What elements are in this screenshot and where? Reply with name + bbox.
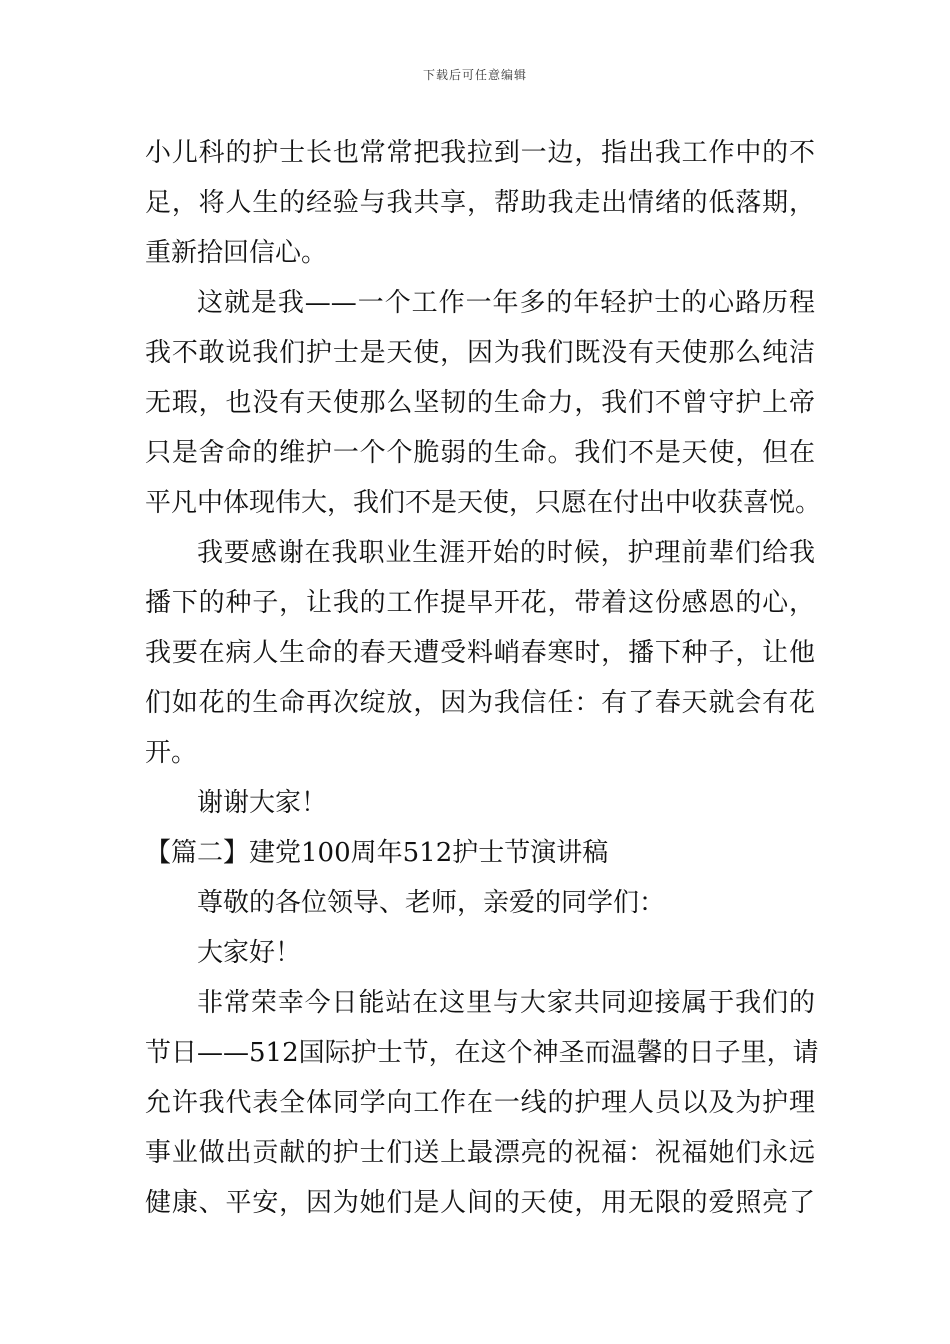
paragraph-line: 无瑕，也没有天使那么坚韧的生命力，我们不曾守护上帝 bbox=[145, 388, 815, 418]
paragraph-line: 只是舍命的维护一个个脆弱的生命。我们不是天使，但在 bbox=[145, 438, 815, 468]
section-heading: 【篇二】建党100周年512护士节演讲稿 bbox=[145, 838, 609, 868]
paragraph-line: 们如花的生命再次绽放，因为我信任：有了春天就会有花 bbox=[145, 688, 815, 718]
paragraph-line: 允许我代表全体同学向工作在一线的护理人员以及为护理 bbox=[145, 1088, 815, 1118]
paragraph-line: 我要在病人生命的春天遭受料峭春寒时，播下种子，让他 bbox=[145, 638, 815, 668]
paragraph-line: 开。 bbox=[145, 738, 198, 768]
paragraph-line: 足，将人生的经验与我共享，帮助我走出情绪的低落期， bbox=[145, 188, 815, 218]
paragraph-line: 节日——512国际护士节，在这个神圣而温馨的日子里，请 bbox=[145, 1038, 819, 1068]
paragraph-line: 谢谢大家！ bbox=[197, 788, 328, 818]
paragraph-line: 健康、平安，因为她们是人间的天使，用无限的爱照亮了 bbox=[145, 1188, 815, 1218]
document-body bbox=[145, 128, 822, 1228]
paragraph-line: 尊敬的各位领导、老师，亲爱的同学们： bbox=[197, 888, 666, 918]
paragraph-line: 小儿科的护士长也常常把我拉到一边，指出我工作中的不 bbox=[145, 138, 815, 168]
paragraph-line: 播下的种子，让我的工作提早开花，带着这份感恩的心， bbox=[145, 588, 815, 618]
page-header-note: 下载后可任意编辑 bbox=[422, 68, 527, 82]
paragraph-line: 非常荣幸今日能站在这里与大家共同迎接属于我们的 bbox=[197, 988, 815, 1018]
paragraph-line: 事业做出贡献的护士们送上最漂亮的祝福：祝福她们永远 bbox=[145, 1138, 815, 1168]
paragraph-line: 我要感谢在我职业生涯开始的时候，护理前辈们给我 bbox=[197, 538, 815, 568]
paragraph-line: 平凡中体现伟大，我们不是天使，只愿在付出中收获喜悦。 bbox=[145, 488, 822, 518]
paragraph-line: 重新拾回信心。 bbox=[145, 238, 328, 268]
paragraph-line: 大家好！ bbox=[197, 938, 302, 968]
paragraph-line: 这就是我——一个工作一年多的年轻护士的心路历程 bbox=[197, 288, 815, 318]
paragraph-line: 我不敢说我们护士是天使，因为我们既没有天使那么纯洁 bbox=[145, 338, 815, 368]
